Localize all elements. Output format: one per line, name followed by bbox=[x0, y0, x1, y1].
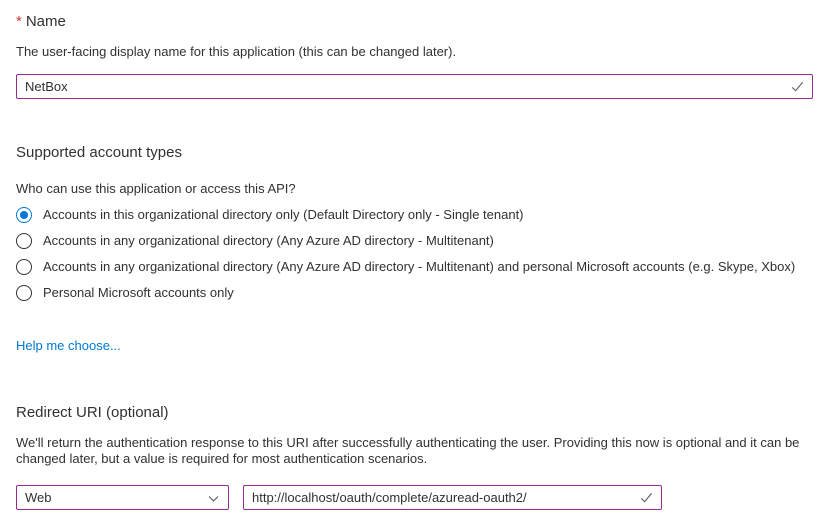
redirect-uri-description: We'll return the authentication response to this URI after successfully authenticating the user. Providing this now is optional and it can be changed later, but a value is required for most authentication scenarios. bbox=[16, 435, 800, 466]
chevron-down-icon bbox=[207, 492, 220, 505]
radio-option-label: Accounts in any organizational directory (Any Azure AD directory - Multitenant) bbox=[43, 233, 494, 248]
account-types-question: Who can use this application or access this API? bbox=[16, 181, 296, 196]
account-types-heading: Supported account types bbox=[16, 144, 182, 161]
name-description: The user-facing display name for this application (this can be changed later). bbox=[16, 44, 457, 59]
help-me-choose-link[interactable]: Help me choose... bbox=[16, 338, 121, 353]
platform-select[interactable] bbox=[16, 485, 229, 510]
name-input-container bbox=[16, 74, 813, 99]
radio-icon bbox=[16, 259, 32, 275]
redirect-uri-heading: Redirect URI (optional) bbox=[16, 404, 169, 421]
redirect-uri-input[interactable] bbox=[244, 486, 661, 509]
app-registration-form bbox=[0, 12, 829, 510]
radio-option-label: Accounts in any organizational directory (Any Azure AD directory - Multitenant) and personal Microsoft accounts (e.g. Skype, Xbox) bbox=[43, 259, 796, 274]
radio-option-personal-only[interactable] bbox=[16, 285, 813, 301]
radio-option-multitenant-personal[interactable] bbox=[16, 259, 813, 275]
redirect-uri-input-container bbox=[243, 485, 662, 510]
radio-option-label: Personal Microsoft accounts only bbox=[43, 285, 234, 300]
name-input[interactable] bbox=[17, 75, 812, 98]
required-asterisk: * bbox=[16, 13, 22, 30]
name-section-heading bbox=[16, 12, 813, 31]
radio-option-single-tenant[interactable] bbox=[16, 207, 813, 223]
name-label: Name bbox=[25, 13, 66, 30]
radio-option-label: Accounts in this organizational directory only (Default Directory only - Single tenant) bbox=[43, 207, 524, 222]
account-types-radio-group bbox=[16, 207, 813, 301]
radio-icon bbox=[16, 285, 32, 301]
redirect-uri-row bbox=[16, 485, 813, 510]
radio-icon bbox=[16, 233, 32, 249]
radio-icon bbox=[16, 207, 32, 223]
radio-option-multitenant[interactable] bbox=[16, 233, 813, 249]
platform-select-value: Web bbox=[25, 490, 52, 505]
